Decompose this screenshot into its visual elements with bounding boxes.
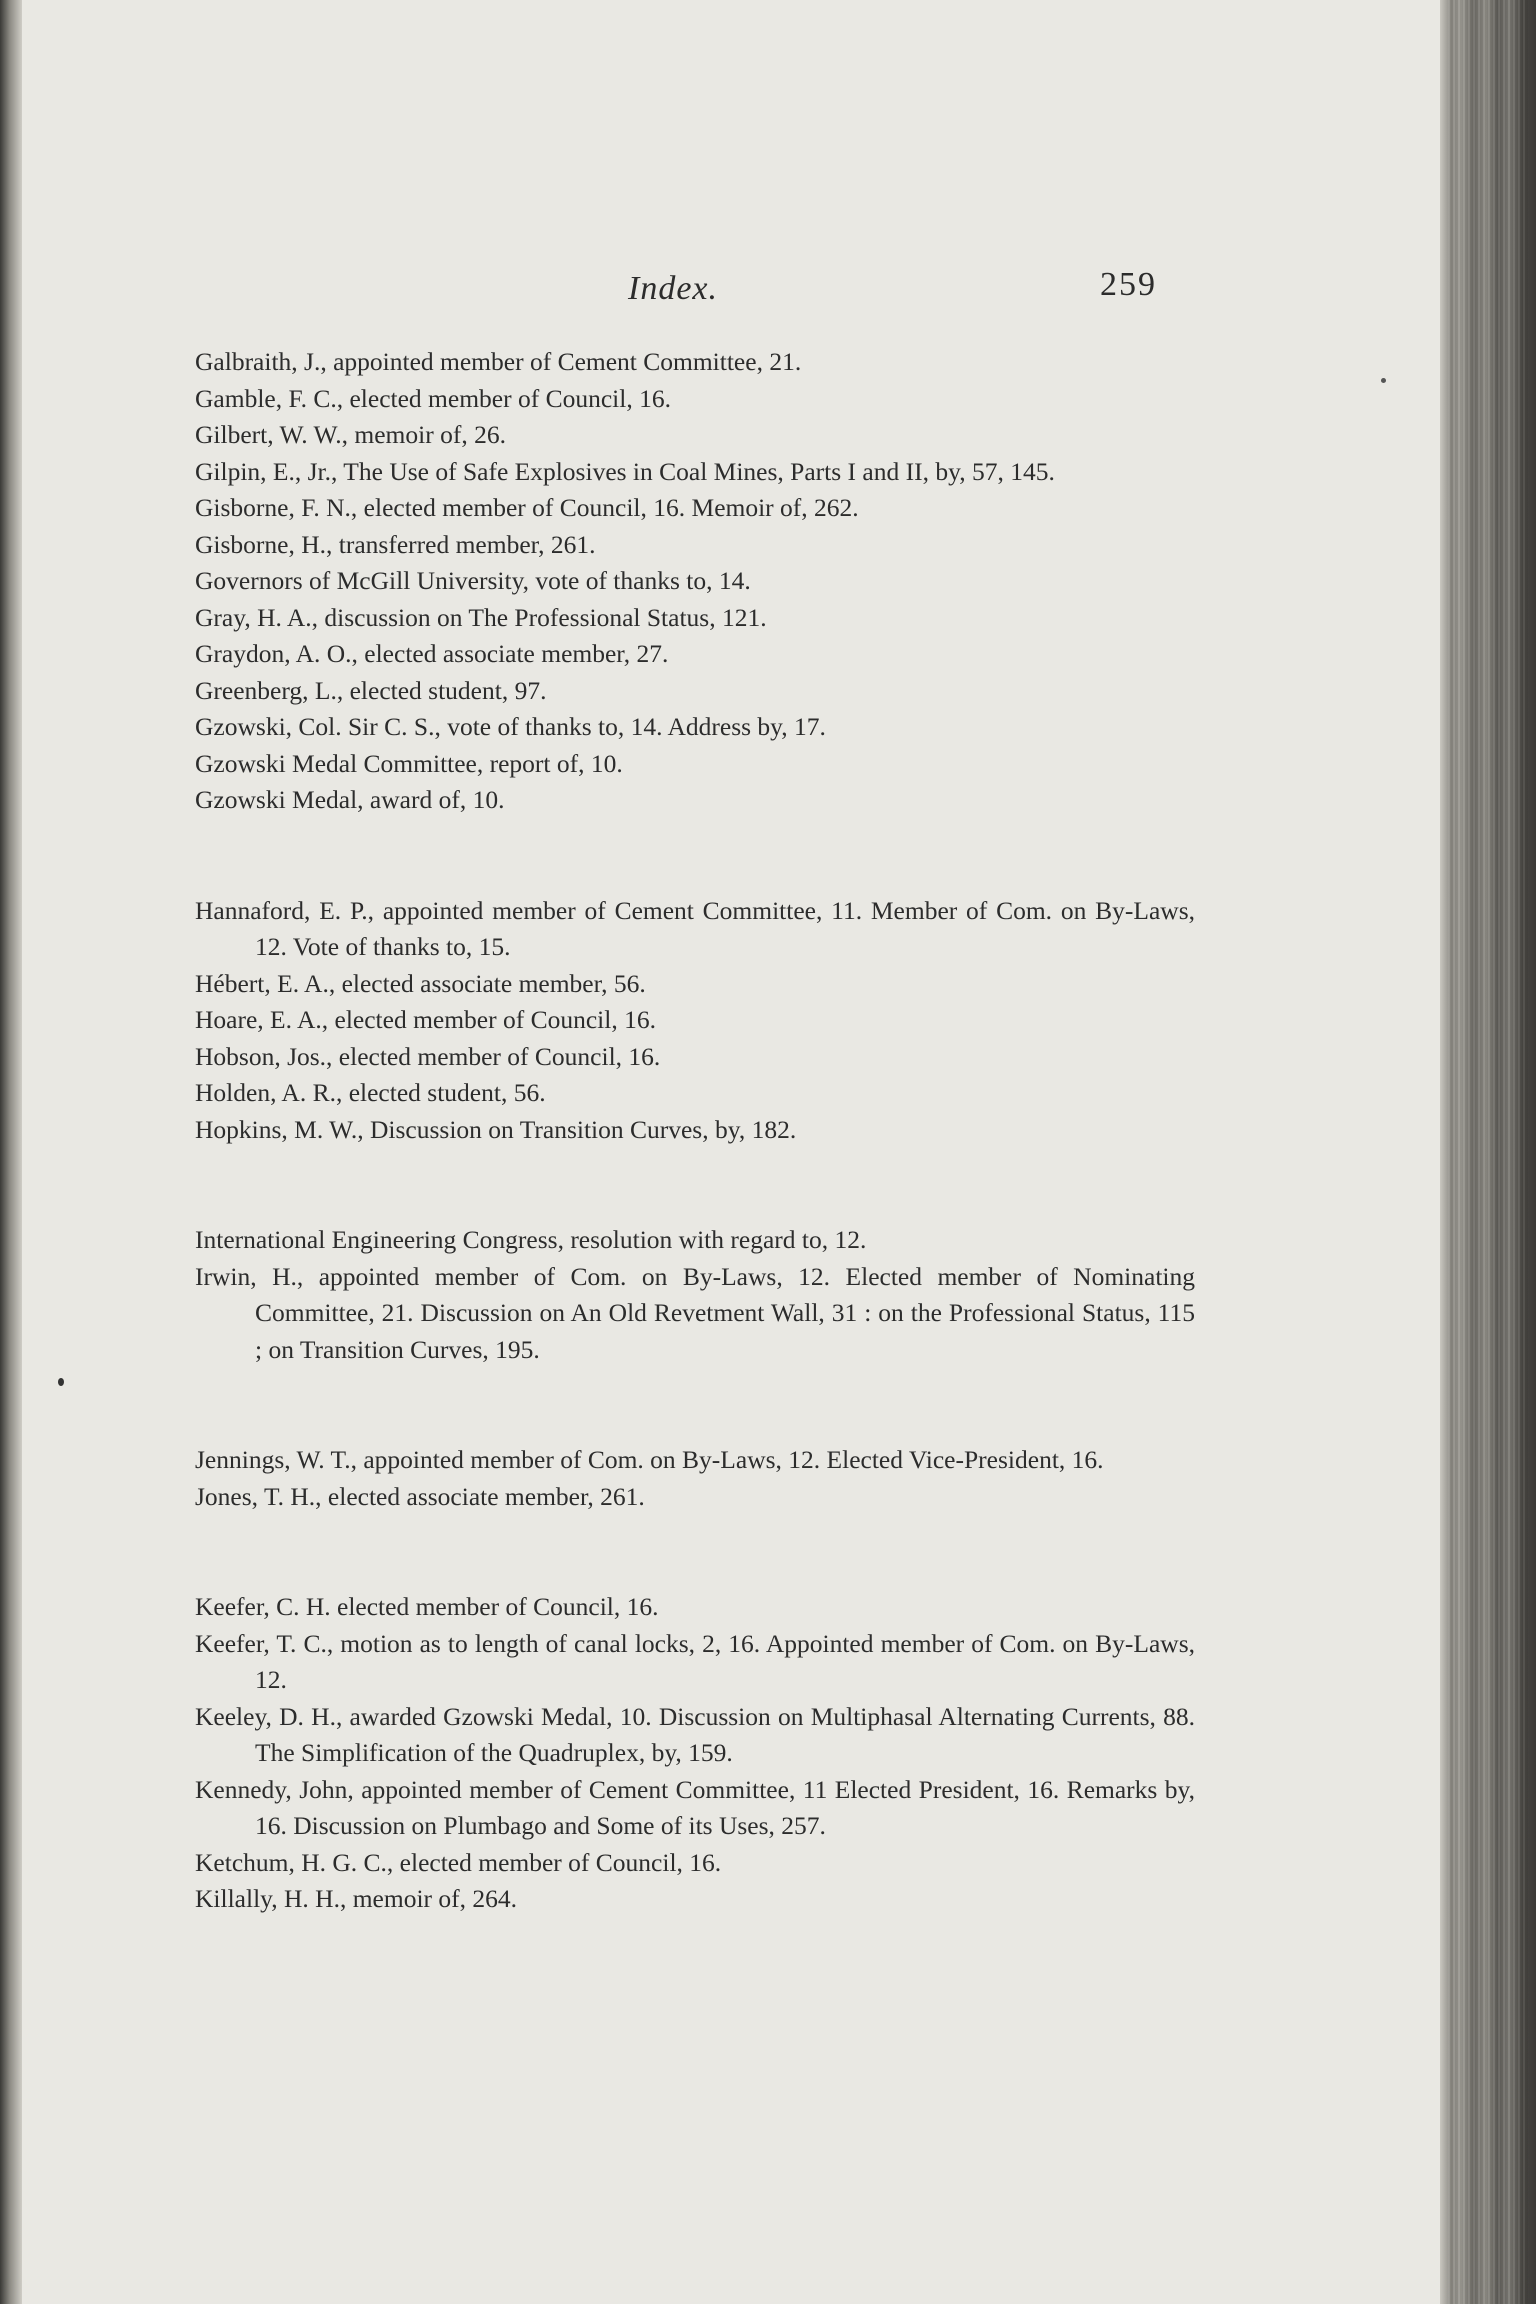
index-section-g [195,344,1195,819]
index-section-h [195,893,1195,1149]
index-section-i [195,1222,1195,1368]
page-blemish [58,1378,64,1386]
index-entry: Galbraith, J., appointed member of Cement Committee, 21. [195,347,802,376]
page-header [0,262,1536,322]
index-entry: International Engineering Congress, resolution with regard to, 12. [195,1225,867,1254]
index-entry: Gilbert, W. W., memoir of, 26. [195,420,506,449]
index-entry: Irwin, H., appointed member of Com. on By-Laws, 12. Elected member of Nominating Committee, 21. Discussion on An Old Revetment Wall, 31 : on the Professional Status, 115 ; on Transition Curves, 195. [195,1261,1195,1364]
index-entry: Killally, H. H., memoir of, 264. [195,1884,518,1913]
index-entry: Hopkins, M. W., Discussion on Transition Curves, by, 182. [195,1114,797,1144]
index-entry: Gilpin, E., Jr., The Use of Safe Explosives in Coal Mines, Parts I and II, by, 57, 145. [195,456,1055,486]
index-entry: Gamble, F. C., elected member of Council, 16. [195,383,671,413]
book-gutter-shadow [0,0,22,2304]
index-entry: Gzowski Medal, award of, 10. [195,785,505,814]
index-entry: Keefer, C. H. elected member of Council, 16. [195,1592,659,1621]
index-entry: Gisborne, H., transferred member, 261. [195,529,596,559]
index-entry: Jennings, W. T., appointed member of Com. on By-Laws, 12. Elected Vice-President, 16. [195,1445,1104,1474]
page-number: 259 [1100,266,1157,303]
running-title: Index. [628,270,719,307]
index-entry: Keeley, D. H., awarded Gzowski Medal, 10. Discussion on Multiphasal Alternating Currents, 88. The Simplification of the Quadruplex, by, 159. [195,1701,1195,1767]
index-entry: Hobson, Jos., elected member of Council, 16. [195,1041,661,1071]
index-entry: Gisborne, F. N., elected member of Council, 16. Memoir of, 262. [195,493,859,522]
index-entry: Hannaford, E. P., appointed member of Cement Committee, 11. Member of Com. on By-Laws, 12. Vote of thanks to, 15. [195,895,1195,961]
index-entry: Governors of McGill University, vote of thanks to, 14. [195,566,751,595]
index-entry: Keefer, T. C., motion as to length of canal locks, 2, 16. Appointed member of Com. on By-Laws, 12. [195,1628,1195,1694]
index-section-j [195,1442,1195,1515]
index-entry: Greenberg, L., elected student, 97. [195,675,547,705]
index-entry: Gray, H. A., discussion on The Professional Status, 121. [195,602,767,632]
index-entry: Kennedy, John, appointed member of Cement Committee, 11 Elected President, 16. Remarks by, 16. Discussion on Plumbago and Some of its Uses, 257. [195,1774,1195,1840]
index-entry: Ketchum, H. G. C., elected member of Council, 16. [195,1847,722,1877]
index-entry: Gzowski Medal Committee, report of, 10. [195,748,623,778]
index-entry: Gzowski, Col. Sir C. S., vote of thanks to, 14. Address by, 17. [195,712,826,741]
index-section-k [195,1589,1195,1918]
index-entry: Holden, A. R., elected student, 56. [195,1078,546,1107]
index-entry: Hébert, E. A., elected associate member, 56. [195,968,646,998]
book-page-edge-lines [1448,0,1528,2304]
index-entry: Jones, T. H., elected associate member, 261. [195,1481,645,1511]
index-entry: Hoare, E. A., elected member of Council, 16. [195,1005,656,1034]
index-entry: Graydon, A. O., elected associate member, 27. [195,639,669,668]
page-blemish [1381,378,1386,383]
index-body [195,344,1195,1918]
